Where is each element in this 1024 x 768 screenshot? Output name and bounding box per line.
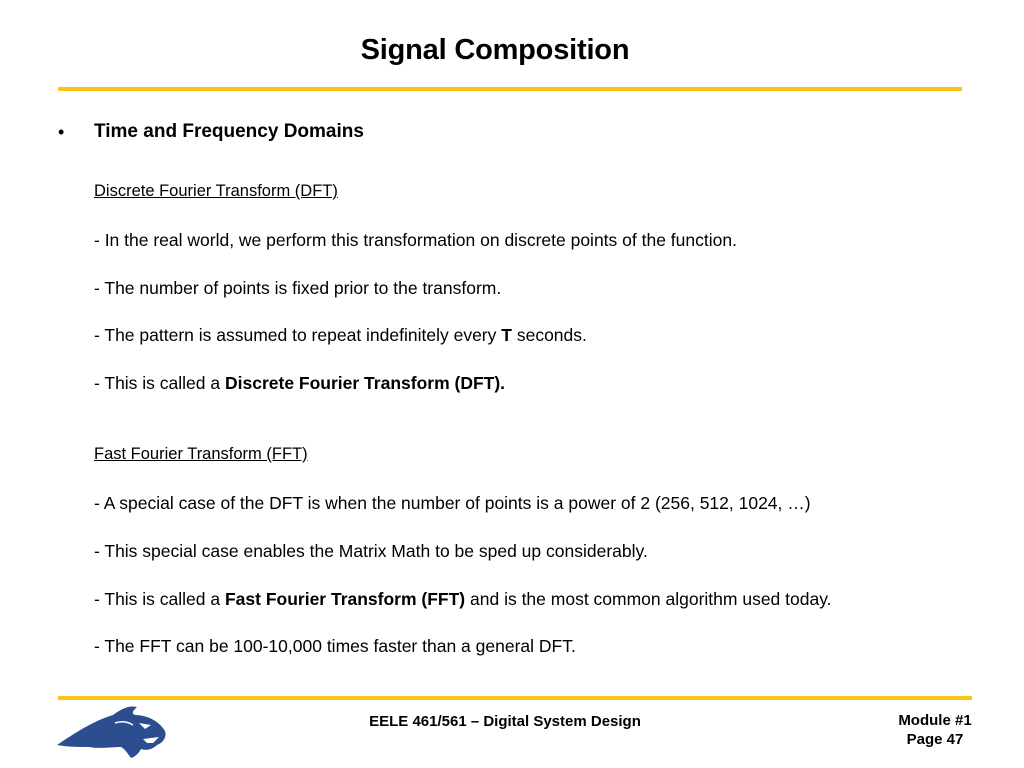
dft-line-3 bbox=[94, 325, 587, 346]
bobcat-logo-icon bbox=[55, 703, 170, 760]
page-info bbox=[880, 711, 990, 749]
fft-line-3-post: and is the most common algorithm used today. bbox=[465, 589, 832, 609]
dft-line-3-post: seconds. bbox=[511, 325, 587, 345]
dft-line-3-pre: - The pattern is assumed to repeat indefinitely every bbox=[94, 325, 502, 345]
bullet-marker: • bbox=[58, 122, 65, 142]
slide-title: Signal Composition bbox=[360, 34, 630, 66]
dft-line-3-bold: T bbox=[501, 325, 512, 345]
dft-line-1: - In the real world, we perform this transformation on discrete points of the function. bbox=[94, 230, 737, 250]
title-divider bbox=[58, 87, 962, 91]
fft-line-1: - A special case of the DFT is when the number of points is a power of 2 (256, 512, 1024, …) bbox=[94, 493, 811, 513]
dft-subheading: Discrete Fourier Transform (DFT) bbox=[94, 182, 338, 200]
fft-line-4: - The FFT can be 100-10,000 times faster than a general DFT. bbox=[94, 636, 576, 656]
fft-line-3-pre: - This is called a bbox=[94, 589, 225, 609]
dft-line-4 bbox=[94, 373, 505, 394]
fft-line-2: - This special case enables the Matrix Math to be sped up considerably. bbox=[94, 541, 648, 561]
course-title: EELE 461/561 – Digital System Design bbox=[369, 713, 641, 730]
dft-line-2: - The number of points is fixed prior to the transform. bbox=[94, 278, 502, 298]
dft-line-4-pre: - This is called a bbox=[94, 373, 225, 393]
footer-divider bbox=[58, 696, 972, 700]
fft-subheading: Fast Fourier Transform (FFT) bbox=[94, 445, 308, 463]
bullet-heading: Time and Frequency Domains bbox=[94, 121, 364, 142]
module-number: Module #1 bbox=[898, 712, 972, 729]
page-number: Page 47 bbox=[906, 731, 964, 748]
dft-line-4-bold: Discrete Fourier Transform (DFT). bbox=[224, 373, 506, 393]
fft-line-3-bold: Fast Fourier Transform (FFT) bbox=[224, 589, 466, 609]
fft-line-3 bbox=[94, 589, 832, 610]
